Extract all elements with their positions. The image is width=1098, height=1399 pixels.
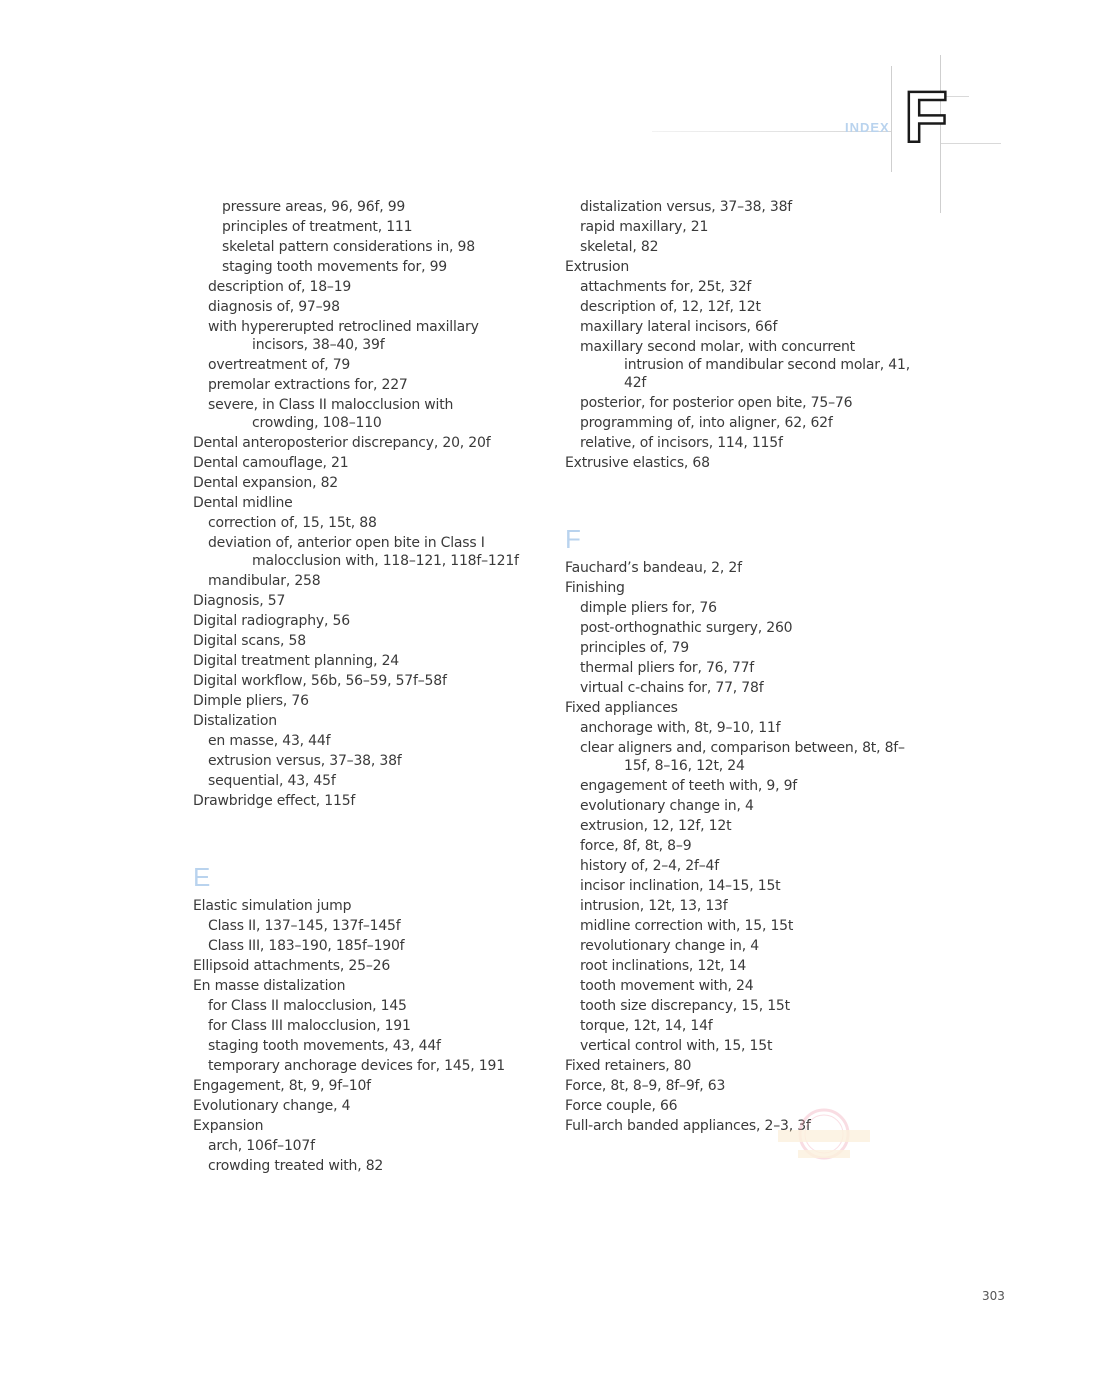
index-subentry: en masse, 43, 44f xyxy=(208,733,331,749)
index-column-right xyxy=(565,198,915,1137)
index-subentry: pressure areas, 96, 96f, 99 xyxy=(222,199,406,215)
index-entry: Extrusive elastics, 68 xyxy=(565,455,710,471)
stamp-watermark xyxy=(776,1104,872,1168)
index-subentry: rapid maxillary, 21 xyxy=(580,219,709,235)
index-subentry: force, 8f, 8t, 8–9 xyxy=(580,838,692,854)
index-subentry: history of, 2–4, 2f–4f xyxy=(580,858,719,874)
index-subentry: staging tooth movements for, 99 xyxy=(222,259,448,275)
index-subentry: arch, 106f–107f xyxy=(208,1138,315,1154)
index-entry: Finishing xyxy=(565,580,625,596)
index-entry: Expansion xyxy=(193,1118,264,1134)
index-subentry: skeletal pattern considerations in, 98 xyxy=(222,239,475,255)
index-subentry: posterior, for posterior open bite, 75–76 xyxy=(580,395,853,411)
index-subentry: Class III, 183–190, 185f–190f xyxy=(208,938,405,954)
index-subentry: premolar extractions for, 227 xyxy=(208,377,408,393)
index-subentry: relative, of incisors, 114, 115f xyxy=(580,435,783,451)
index-subentry: staging tooth movements, 43, 44f xyxy=(208,1038,441,1054)
index-subentry: with hypererupted retroclined maxillary incisors, 38–40, 39f xyxy=(208,319,479,353)
index-subentry: Class II, 137–145, 137f–145f xyxy=(208,918,401,934)
index-subentry: diagnosis of, 97–98 xyxy=(208,299,340,315)
index-subentry: tooth size discrepancy, 15, 15t xyxy=(580,998,790,1014)
index-subentry: torque, 12t, 14, 14f xyxy=(580,1018,713,1034)
index-entry: Fixed appliances xyxy=(565,700,678,716)
index-subentry: revolutionary change in, 4 xyxy=(580,938,759,954)
index-entry: Dental camouflage, 21 xyxy=(193,455,349,471)
section-letter: F xyxy=(904,78,948,158)
index-subentry: sequential, 43, 45f xyxy=(208,773,336,789)
letter-heading: F xyxy=(565,524,581,554)
index-subentry: description of, 12, 12f, 12t xyxy=(580,299,761,315)
index-entry: Full-arch banded appliances, 2–3, 3f xyxy=(565,1118,811,1134)
index-subentry: distalization versus, 37–38, 38f xyxy=(580,199,793,215)
index-entry: En masse distalization xyxy=(193,978,346,994)
index-entry: Fauchard’s bandeau, 2, 2f xyxy=(565,560,742,576)
index-column-left xyxy=(193,198,523,1177)
index-subentry: description of, 18–19 xyxy=(208,279,352,295)
index-entry: Dental midline xyxy=(193,495,293,511)
header-rule-vertical-left xyxy=(891,66,892,172)
index-subentry: maxillary lateral incisors, 66f xyxy=(580,319,778,335)
header-rule-bottom-right xyxy=(941,143,1001,144)
index-subentry: attachments for, 25t, 32f xyxy=(580,279,752,295)
index-entry: Digital radiography, 56 xyxy=(193,613,350,629)
index-subentry: root inclinations, 12t, 14 xyxy=(580,958,747,974)
index-subentry: principles of, 79 xyxy=(580,640,689,656)
index-entry: Digital workflow, 56b, 56–59, 57f–58f xyxy=(193,673,447,689)
index-subentry: programming of, into aligner, 62, 62f xyxy=(580,415,833,431)
index-entry: Elastic simulation jump xyxy=(193,898,352,914)
index-subentry: overtreatment of, 79 xyxy=(208,357,351,373)
index-subentry: temporary anchorage devices for, 145, 191 xyxy=(208,1058,505,1074)
index-subentry: correction of, 15, 15t, 88 xyxy=(208,515,377,531)
index-subentry: for Class III malocclusion, 191 xyxy=(208,1018,411,1034)
index-subentry: mandibular, 258 xyxy=(208,573,321,589)
index-subentry: skeletal, 82 xyxy=(580,239,659,255)
index-subentry: clear aligners and, comparison between, 8t, 8f–15f, 8–16, 12t, 24 xyxy=(580,740,905,774)
index-subentry: extrusion versus, 37–38, 38f xyxy=(208,753,402,769)
index-entry: Force couple, 66 xyxy=(565,1098,678,1114)
index-entry: Dental anteroposterior discrepancy, 20, 20f xyxy=(193,435,491,451)
index-subentry: principles of treatment, 111 xyxy=(222,219,413,235)
index-subentry: severe, in Class II malocclusion with crowding, 108–110 xyxy=(208,397,454,431)
index-entry: Engagement, 8t, 9, 9f–10f xyxy=(193,1078,371,1094)
index-subentry: evolutionary change in, 4 xyxy=(580,798,754,814)
index-entry: Ellipsoid attachments, 25–26 xyxy=(193,958,391,974)
index-subentry: deviation of, anterior open bite in Class I malocclusion with, 118–121, 118f–121f xyxy=(208,535,519,569)
index-entry: Drawbridge effect, 115f xyxy=(193,793,356,809)
letter-heading: E xyxy=(193,862,211,892)
index-entry: Dimple pliers, 76 xyxy=(193,693,309,709)
index-subentry: midline correction with, 15, 15t xyxy=(580,918,794,934)
index-entry: Digital scans, 58 xyxy=(193,633,306,649)
index-subentry: tooth movement with, 24 xyxy=(580,978,754,994)
index-entry: Digital treatment planning, 24 xyxy=(193,653,400,669)
index-entry: Extrusion xyxy=(565,259,630,275)
index-subentry: for Class II malocclusion, 145 xyxy=(208,998,407,1014)
index-subentry: anchorage with, 8t, 9–10, 11f xyxy=(580,720,781,736)
index-entry: Dental expansion, 82 xyxy=(193,475,339,491)
index-subentry: engagement of teeth with, 9, 9f xyxy=(580,778,798,794)
index-subentry: post-orthognathic surgery, 260 xyxy=(580,620,793,636)
index-subentry: crowding treated with, 82 xyxy=(208,1158,384,1174)
index-entry: Diagnosis, 57 xyxy=(193,593,286,609)
page-number: 303 xyxy=(982,1289,1005,1303)
index-subentry: extrusion, 12, 12f, 12t xyxy=(580,818,732,834)
index-entry: Evolutionary change, 4 xyxy=(193,1098,351,1114)
index-subentry: dimple pliers for, 76 xyxy=(580,600,717,616)
index-subentry: incisor inclination, 14–15, 15t xyxy=(580,878,781,894)
index-subentry: virtual c-chains for, 77, 78f xyxy=(580,680,764,696)
index-entry: Distalization xyxy=(193,713,277,729)
index-subentry: intrusion, 12t, 13, 13f xyxy=(580,898,728,914)
index-subentry: maxillary second molar, with concurrent intrusion of mandibular second molar, 41, 42f xyxy=(580,339,910,391)
index-subentry: thermal pliers for, 76, 77f xyxy=(580,660,755,676)
index-entry: Fixed retainers, 80 xyxy=(565,1058,692,1074)
index-label: INDEX xyxy=(845,120,890,135)
index-subentry: vertical control with, 15, 15t xyxy=(580,1038,773,1054)
index-entry: Force, 8t, 8–9, 8f–9f, 63 xyxy=(565,1078,726,1094)
